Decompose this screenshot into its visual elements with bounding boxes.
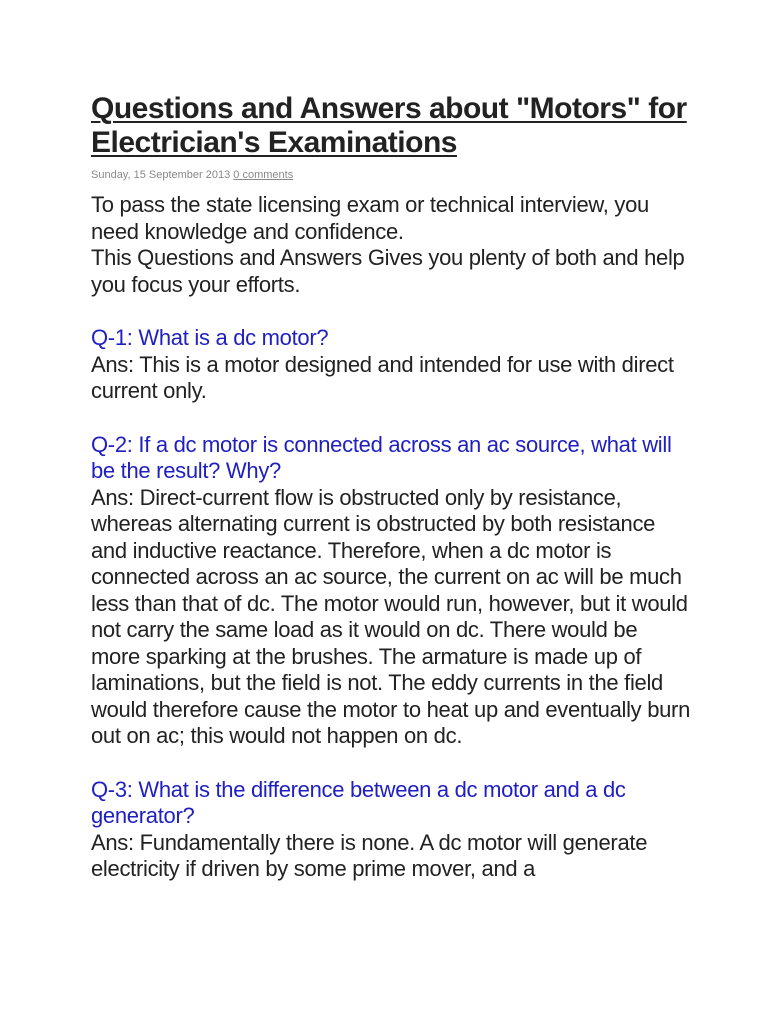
post-meta [91,168,691,182]
question-text: Q-1: What is a dc motor? [91,325,329,350]
qa-item-3 [91,777,691,883]
intro-paragraph: To pass the state licensing exam or technical interview, you need knowledge and confidence. [91,192,649,244]
intro-paragraph: This Questions and Answers Gives you plenty of both and help you focus your efforts. [91,245,685,297]
article-title[interactable]: Questions and Answers about "Motors" for Electrician's Examinations [91,92,687,159]
answer-text: Ans: Fundamentally there is none. A dc motor will generate electricity if driven by some prime mover, and a [91,829,648,881]
answer-text: Ans: This is a motor designed and intended for use with direct current only. [91,351,674,403]
post-date: Sunday, 15 September 2013 [91,169,231,181]
question-text: Q-2: If a dc motor is connected across an ac source, what will be the result? Why? [91,431,672,483]
comments-link[interactable]: 0 comments [233,169,294,181]
answer-text: Ans: Direct-current flow is obstructed only by resistance, whereas alternating current is obstructed by both resistance and inductive reactance. Therefore, when a dc motor is connected across an ac source, the current on ac will be much less than that of dc. The motor would run, however, but it would not carry the same load as it would on dc. There would be more sparking at the brushes. The armature is made up of laminations, but the field is not. The eddy currents in the field would therefore cause the motor to heat up and eventually burn out on ac; this would not happen on dc. [91,484,691,748]
qa-item-2 [91,432,691,750]
article [91,92,691,883]
intro [91,192,691,298]
qa-item-1 [91,325,691,405]
question-text: Q-3: What is the difference between a dc motor and a dc generator? [91,776,626,828]
